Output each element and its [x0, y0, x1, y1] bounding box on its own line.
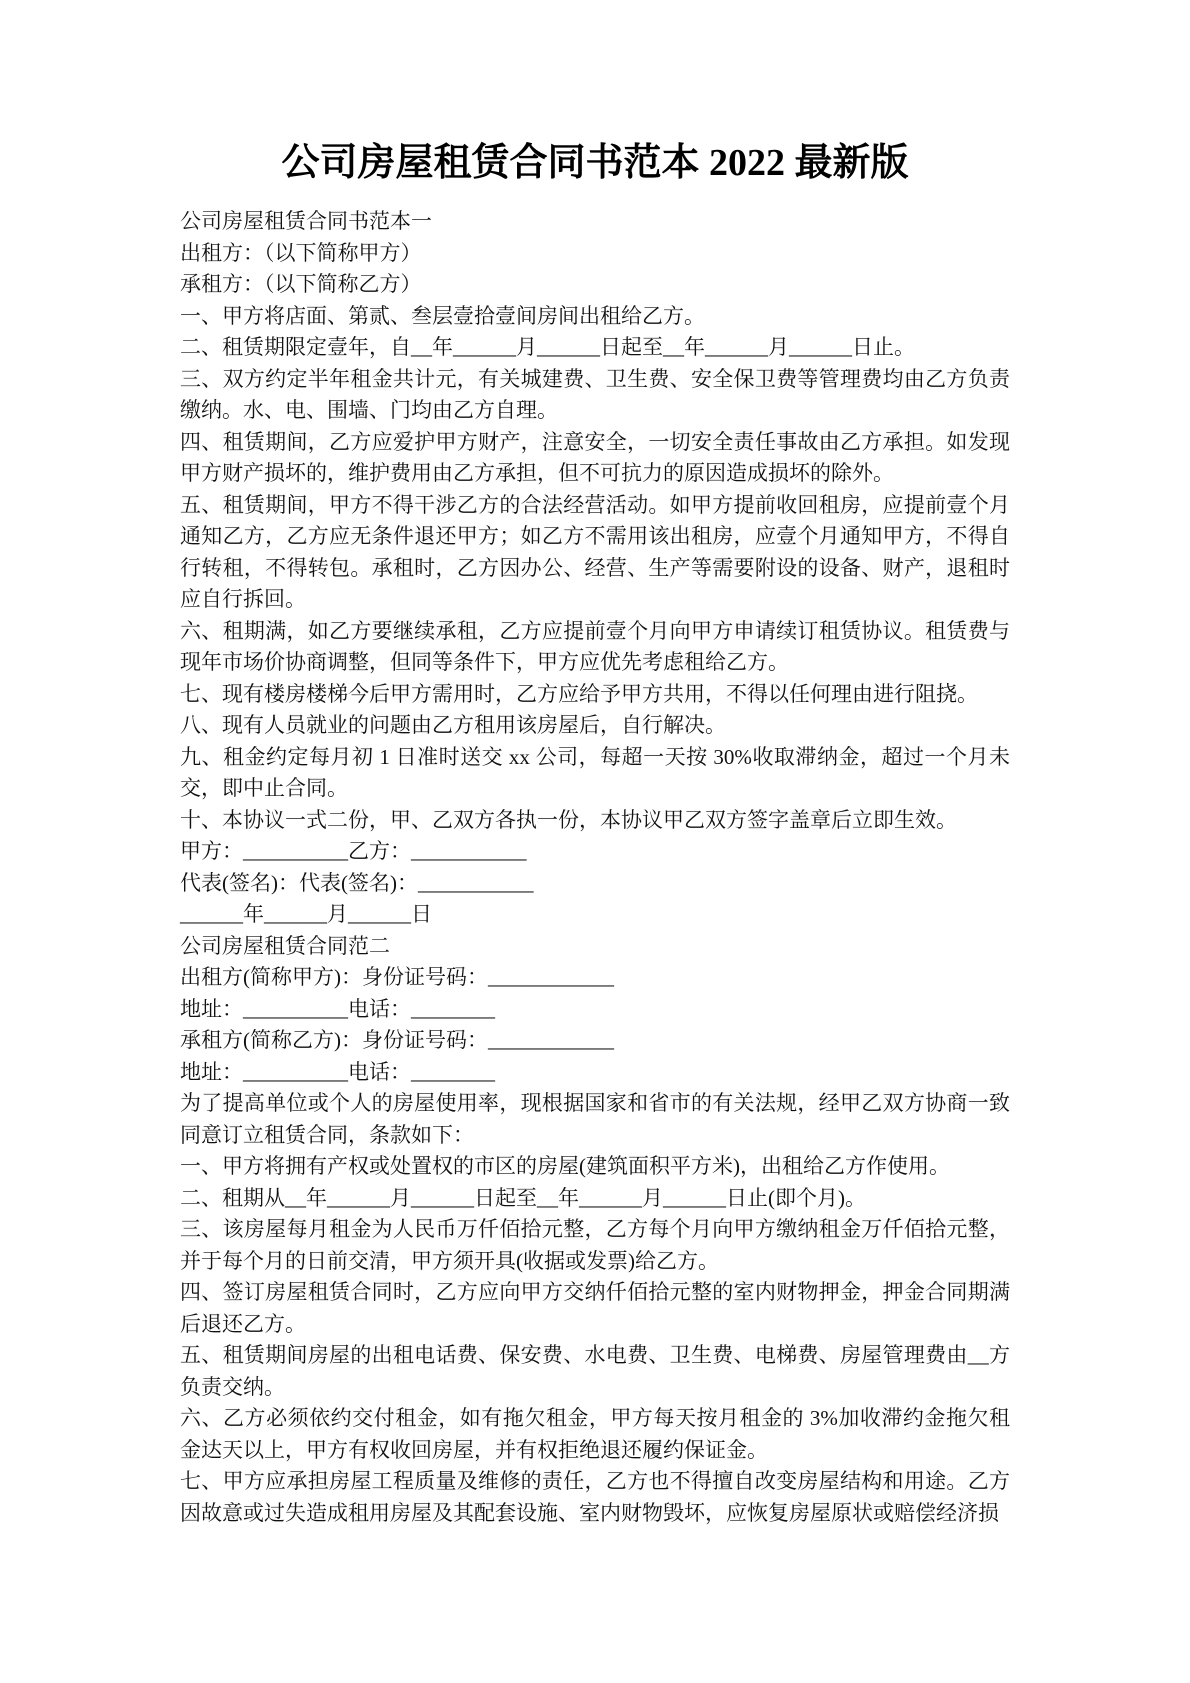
- paragraph-clause-3: 三、该房屋每月租金为人民币万仟佰拾元整，乙方每个月向甲方缴纳租金万仟佰拾元整，并于每个月的日前交清，甲方须开具(收据或发票)给乙方。: [180, 1217, 1010, 1273]
- paragraph-lessee-id: 承租方(简称乙方)：身份证号码：____________: [180, 1028, 614, 1052]
- paragraph-clause-3: 三、双方约定半年租金共计元，有关城建费、卫生费、安全保卫费等管理费均由乙方负责缴纳。水、电、围墙、门均由乙方自理。: [180, 366, 1010, 422]
- paragraph-lessor-address: 地址：__________电话：________: [180, 996, 495, 1021]
- paragraph-clause-10: 十、本协议一式二份，甲、乙双方各执一份，本协议甲乙双方签字盖章后立即生效。: [180, 807, 957, 832]
- paragraph-signature-date: ______年______月______日: [180, 902, 432, 926]
- section-heading: 公司房屋租赁合同书范本一: [180, 209, 432, 233]
- document-title: 公司房屋租赁合同书范本 2022 最新版: [281, 142, 909, 184]
- paragraph-signature-parties: 甲方：__________乙方：___________: [180, 839, 527, 863]
- paragraph-clause-7: 七、甲方应承担房屋工程质量及维修的责任，乙方也不得擅自改变房屋结构和用途。乙方因故意或过失造成租用房屋及其配套设施、室内财物毁坏，应恢复房屋原状或赔偿经济损: [180, 1469, 1010, 1525]
- paragraph-clause-2: 二、租赁期限定壹年，自__年______月______日起至__年______月______日止。: [180, 335, 915, 359]
- paragraph-clause-2: 二、租期从__年______月______日起至__年______月______日止(即个月)。: [180, 1185, 866, 1210]
- paragraph-clause-5: 五、租赁期间房屋的出租电话费、保安费、水电费、卫生费、电梯费、房屋管理费由__方负责交纳。: [180, 1343, 1010, 1399]
- paragraph-clause-6: 六、租期满，如乙方要继续承租，乙方应提前壹个月向甲方申请续订租赁协议。租赁费与现年市场价协商调整，但同等条件下，甲方应优先考虑租给乙方。: [180, 618, 1010, 674]
- paragraph-clause-4: 四、签订房屋租赁合同时，乙方应向甲方交纳仟佰拾元整的室内财物押金，押金合同期满后退还乙方。: [180, 1280, 1010, 1336]
- paragraph-preamble: 为了提高单位或个人的房屋使用率，现根据国家和省市的有关法规，经甲乙双方协商一致同意订立租赁合同，条款如下：: [180, 1091, 1010, 1147]
- paragraph-clause-6: 六、乙方必须依约交付租金，如有拖欠租金，甲方每天按月租金的 3%加收滞约金拖欠租金达天以上，甲方有权收回房屋，并有权拒绝退还履约保证金。: [180, 1406, 1010, 1462]
- paragraph-clause-5: 五、租赁期间，甲方不得干涉乙方的合法经营活动。如甲方提前收回租房，应提前壹个月通知乙方，乙方应无条件退还甲方；如乙方不需用该出租房，应壹个月通知甲方，不得自行转租，不得转包。承租时，乙方因办公、经营、生产等需要附设的设备、财产，退租时应自行拆回。: [180, 492, 1010, 611]
- paragraph-clause-1: 一、甲方将拥有产权或处置权的市区的房屋(建筑面积平方米)，出租给乙方作使用。: [180, 1154, 950, 1178]
- paragraph-clause-4: 四、租赁期间，乙方应爱护甲方财产，注意安全，一切安全责任事故由乙方承担。如发现甲方财产损坏的，维护费用由乙方承担，但不可抗力的原因造成损坏的除外。: [180, 429, 1010, 485]
- document-body: [180, 206, 1010, 1529]
- paragraph-clause-7: 七、现有楼房楼梯今后甲方需用时，乙方应给予甲方共用，不得以任何理由进行阻挠。: [180, 681, 978, 706]
- paragraph-clause-9: 九、租金约定每月初 1 日准时送交 xx 公司，每超一天按 30%收取滞纳金，超过一个月未交，即中止合同。: [180, 744, 1010, 800]
- paragraph-clause-8: 八、现有人员就业的问题由乙方租用该房屋后，自行解决。: [180, 713, 726, 737]
- section-heading: 公司房屋租赁合同范二: [180, 933, 390, 958]
- contract-template-1: [180, 206, 1010, 931]
- contract-template-2: [180, 931, 1010, 1530]
- paragraph-lessor-id: 出租方(简称甲方)：身份证号码：____________: [180, 965, 614, 989]
- paragraph-lessee: 承租方：（以下简称乙方）: [180, 272, 422, 296]
- paragraph-clause-1: 一、甲方将店面、第贰、叁层壹拾壹间房间出租给乙方。: [180, 303, 705, 328]
- paragraph-lessee-address: 地址：__________电话：________: [180, 1059, 495, 1084]
- paragraph-lessor: 出租方：（以下简称甲方）: [180, 240, 422, 265]
- paragraph-signature-representatives: 代表(签名)：代表(签名)：___________: [180, 870, 534, 895]
